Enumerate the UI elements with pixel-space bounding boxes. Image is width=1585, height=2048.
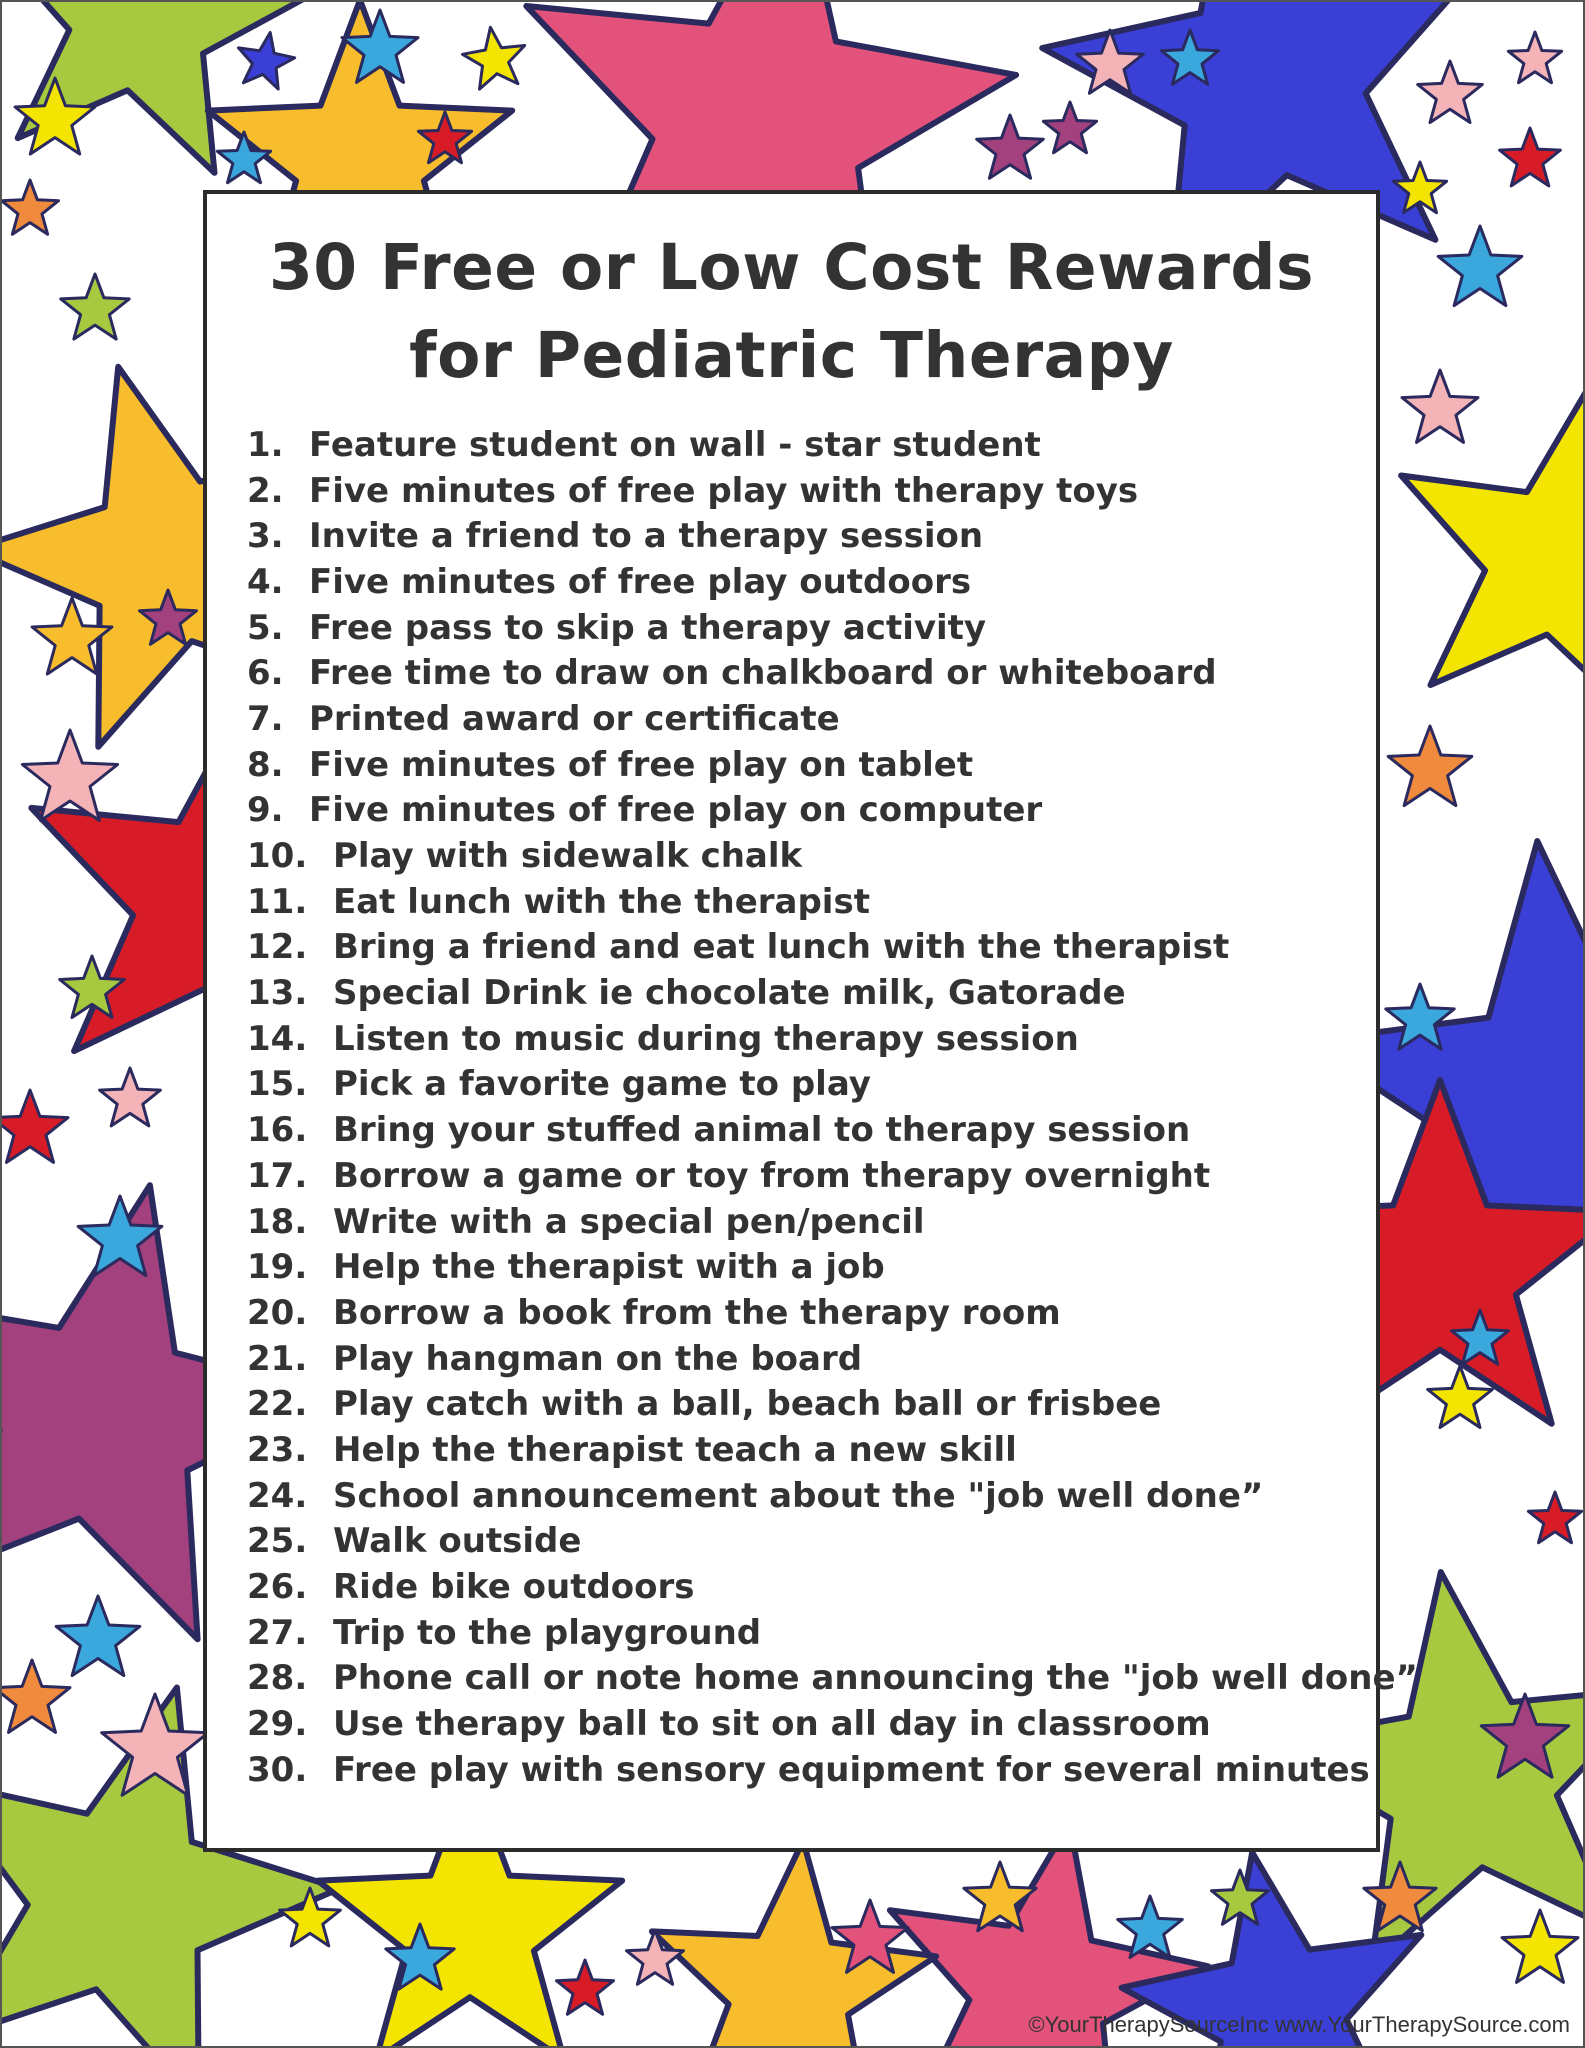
item-text: Printed award or certificate xyxy=(309,698,840,739)
item-number: 10. xyxy=(247,836,308,877)
star-shape xyxy=(1528,1492,1581,1543)
list-item xyxy=(247,742,1418,788)
star-shape xyxy=(652,1841,936,2048)
list-item xyxy=(247,1062,1418,1108)
item-number: 1. xyxy=(247,424,284,465)
list-item xyxy=(247,1701,1418,1747)
item-text: Play with sidewalk chalk xyxy=(333,836,803,877)
list-item xyxy=(247,696,1418,742)
item-text: Help the therapist teach a new skill xyxy=(333,1429,1017,1470)
rewards-panel xyxy=(203,190,1418,1852)
item-number: 5. xyxy=(247,607,284,648)
item-text: Pick a favorite game to play xyxy=(333,1064,871,1105)
item-number: 24. xyxy=(247,1475,308,1516)
list-item xyxy=(247,788,1418,834)
list-item xyxy=(247,1381,1418,1427)
item-text: Free play with sensory equipment for several minutes xyxy=(333,1749,1370,1790)
item-text: Write with a special pen/pencil xyxy=(333,1201,925,1242)
star-shape xyxy=(100,1068,161,1126)
item-text: Borrow a game or toy from therapy overnight xyxy=(333,1155,1211,1196)
item-number: 23. xyxy=(247,1429,308,1470)
item-number: 9. xyxy=(247,790,284,831)
item-number: 2. xyxy=(247,470,284,511)
item-number: 12. xyxy=(247,927,308,968)
item-text: Free pass to skip a therapy activity xyxy=(309,607,987,648)
item-text: Play hangman on the board xyxy=(333,1338,863,1379)
list-item xyxy=(247,605,1418,651)
star-shape xyxy=(1500,128,1561,186)
list-item xyxy=(247,1610,1418,1656)
item-text: Help the therapist with a job xyxy=(333,1247,885,1288)
list-item xyxy=(247,1519,1418,1565)
item-text: Eat lunch with the therapist xyxy=(333,881,870,922)
star-shape xyxy=(0,1090,68,1162)
title-line-1: 30 Free or Low Cost Rewards xyxy=(268,231,1315,304)
star-shape xyxy=(2,180,59,234)
item-number: 15. xyxy=(247,1064,308,1105)
item-number: 22. xyxy=(247,1384,308,1425)
item-text: Trip to the playground xyxy=(333,1612,762,1653)
list-item xyxy=(247,1473,1418,1519)
item-number: 19. xyxy=(247,1247,308,1288)
star-shape xyxy=(1438,226,1522,306)
item-text: Phone call or note home announcing the "job well done” xyxy=(333,1658,1418,1699)
item-text: Free time to draw on chalkboard or whiteboard xyxy=(309,653,1217,694)
list-item xyxy=(247,1016,1418,1062)
item-text: Bring your stuffed animal to therapy session xyxy=(333,1110,1191,1151)
item-number: 29. xyxy=(247,1704,308,1745)
list-item xyxy=(247,1290,1418,1336)
copyright-footer: ©YourTherapySourceInc www.YourTherapySource.com xyxy=(1028,2012,1570,2037)
item-text: School announcement about the "job well done” xyxy=(333,1475,1264,1516)
item-text: Feature student on wall - star student xyxy=(309,424,1041,465)
rewards-list xyxy=(247,422,1418,1793)
item-text: Play catch with a ball, beach ball or frisbee xyxy=(333,1384,1162,1425)
star-shape xyxy=(1043,102,1096,153)
item-number: 17. xyxy=(247,1155,308,1196)
item-number: 4. xyxy=(247,561,284,602)
item-number: 6. xyxy=(247,653,284,694)
item-number: 13. xyxy=(247,973,308,1014)
item-text: Bring a friend and eat lunch with the therapist xyxy=(333,927,1230,968)
list-item xyxy=(247,1564,1418,1610)
list-item xyxy=(247,1336,1418,1382)
list-item xyxy=(247,1199,1418,1245)
item-number: 16. xyxy=(247,1110,308,1151)
list-item xyxy=(247,1427,1418,1473)
list-item xyxy=(247,422,1418,468)
star-shape xyxy=(56,1596,140,1676)
item-text: Five minutes of free play outdoors xyxy=(309,561,972,602)
star-shape xyxy=(977,115,1044,178)
star-shape xyxy=(239,33,295,90)
item-number: 26. xyxy=(247,1567,308,1608)
list-item xyxy=(247,650,1418,696)
list-item xyxy=(247,513,1418,559)
list-item xyxy=(247,925,1418,971)
star-shape xyxy=(61,274,129,339)
star-shape xyxy=(0,1660,70,1732)
list-item xyxy=(247,879,1418,925)
item-text: Special Drink ie chocolate milk, Gatorade xyxy=(333,973,1126,1014)
item-text: Five minutes of free play on computer xyxy=(309,790,1043,831)
star-shape xyxy=(1502,1910,1578,1982)
list-item xyxy=(247,970,1418,1016)
item-text: Use therapy ball to sit on all day in classroom xyxy=(333,1704,1211,1745)
star-shape xyxy=(1418,61,1483,123)
list-item xyxy=(247,833,1418,879)
item-text: Ride bike outdoors xyxy=(333,1567,695,1608)
item-number: 3. xyxy=(247,516,284,557)
item-number: 28. xyxy=(247,1658,308,1699)
page-title xyxy=(207,224,1376,400)
item-text: Invite a friend to a therapy session xyxy=(309,516,984,557)
item-text: Listen to music during therapy session xyxy=(333,1018,1079,1059)
list-item xyxy=(247,468,1418,514)
star-shape xyxy=(1508,32,1561,83)
list-item xyxy=(247,1656,1418,1702)
item-number: 20. xyxy=(247,1292,308,1333)
title-line-2: for Pediatric Therapy xyxy=(409,319,1174,392)
item-number: 14. xyxy=(247,1018,308,1059)
list-item xyxy=(247,1107,1418,1153)
item-text: Five minutes of free play on tablet xyxy=(309,744,974,785)
list-item xyxy=(247,1153,1418,1199)
star-shape xyxy=(557,1960,614,2014)
list-item xyxy=(247,1747,1418,1793)
item-number: 8. xyxy=(247,744,284,785)
item-number: 21. xyxy=(247,1338,308,1379)
item-text: Walk outside xyxy=(333,1521,582,1562)
item-number: 30. xyxy=(247,1749,308,1790)
item-number: 11. xyxy=(247,881,308,922)
item-number: 18. xyxy=(247,1201,308,1242)
item-number: 25. xyxy=(247,1521,308,1562)
list-item xyxy=(247,1244,1418,1290)
item-number: 7. xyxy=(247,698,284,739)
star-shape xyxy=(463,27,525,89)
item-number: 27. xyxy=(247,1612,308,1653)
list-item xyxy=(247,559,1418,605)
item-text: Borrow a book from the therapy room xyxy=(333,1292,1061,1333)
item-text: Five minutes of free play with therapy toys xyxy=(309,470,1139,511)
